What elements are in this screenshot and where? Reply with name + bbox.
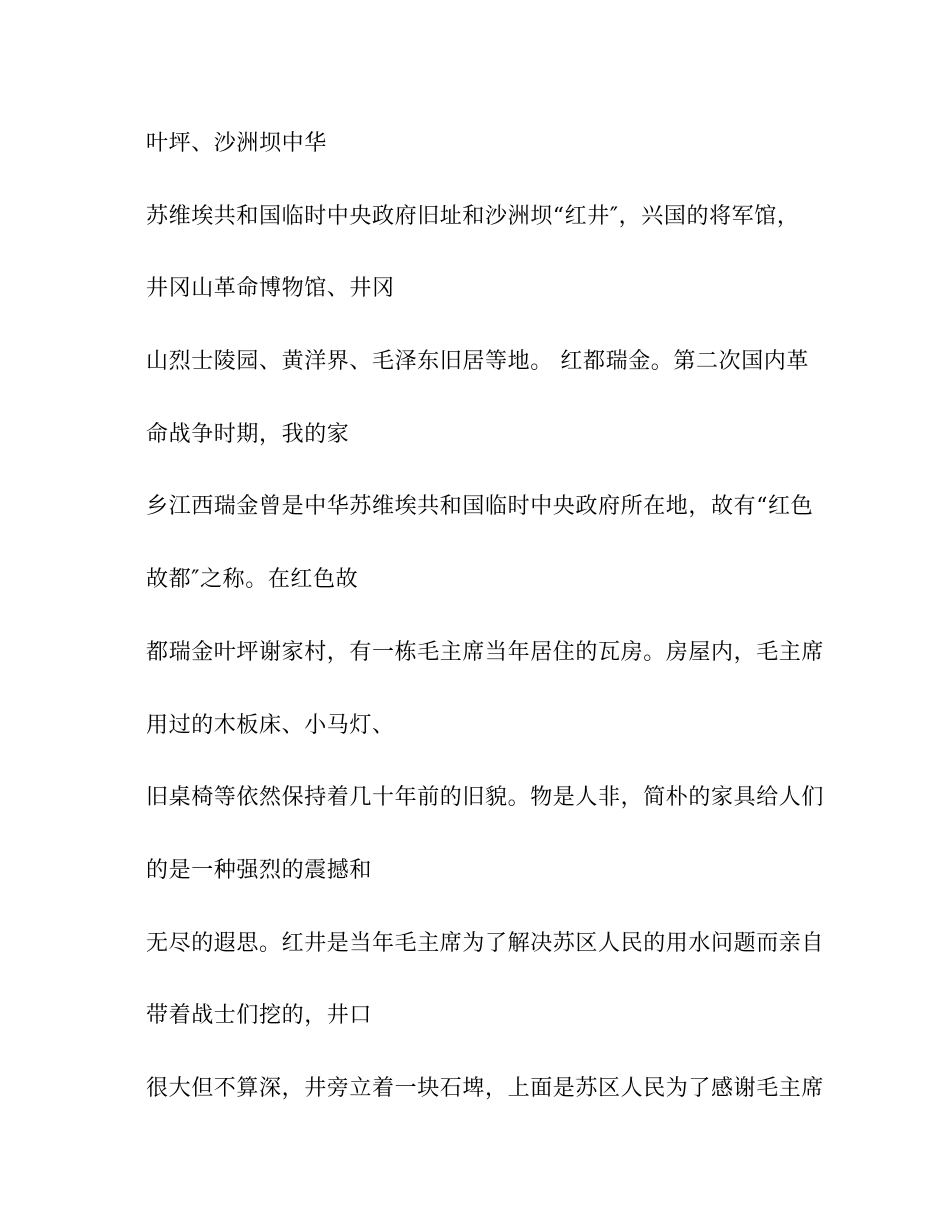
text-line: 乡江西瑞金曾是中华苏维埃共和国临时中央政府所在地，故有“红色 bbox=[146, 494, 814, 520]
text-line: 故都″之称。在红色故 bbox=[146, 567, 359, 593]
text-line: 叶坪、沙洲坝中华 bbox=[146, 131, 327, 156]
text-line: 带着战士们挖的，井口 bbox=[146, 1003, 373, 1029]
text-line: 很大但不算深，井旁立着一块石埤，上面是苏区人民为了感谢毛主席 bbox=[146, 1075, 825, 1101]
text-line: 旧桌椅等依然保持着几十年前的旧貌。物是人非，简朴的家具给人们 bbox=[146, 785, 825, 811]
text-line: 山烈士陵园、黄洋界、毛泽东旧居等地。 红都瑞金。第二次国内革 bbox=[146, 349, 809, 375]
body-text bbox=[146, 124, 826, 1142]
text-line: 用过的木板床、小马灯、 bbox=[146, 712, 395, 738]
text-line: 的是一种强烈的震撼和 bbox=[146, 857, 373, 883]
text-line: 无尽的遐思。红井是当年毛主席为了解决苏区人民的用水问题而亲自 bbox=[146, 930, 825, 956]
text-line: 苏维埃共和国临时中央政府旧址和沙洲坝“红井″，兴国的将军馆， bbox=[146, 203, 800, 229]
text-line: 井冈山革命博物馆、井冈 bbox=[146, 276, 395, 302]
text-line: 命战争时期，我的家 bbox=[146, 421, 350, 447]
text-line: 都瑞金叶坪谢家村，有一栋毛主席当年居住的瓦房。房屋内，毛主席 bbox=[146, 639, 825, 665]
